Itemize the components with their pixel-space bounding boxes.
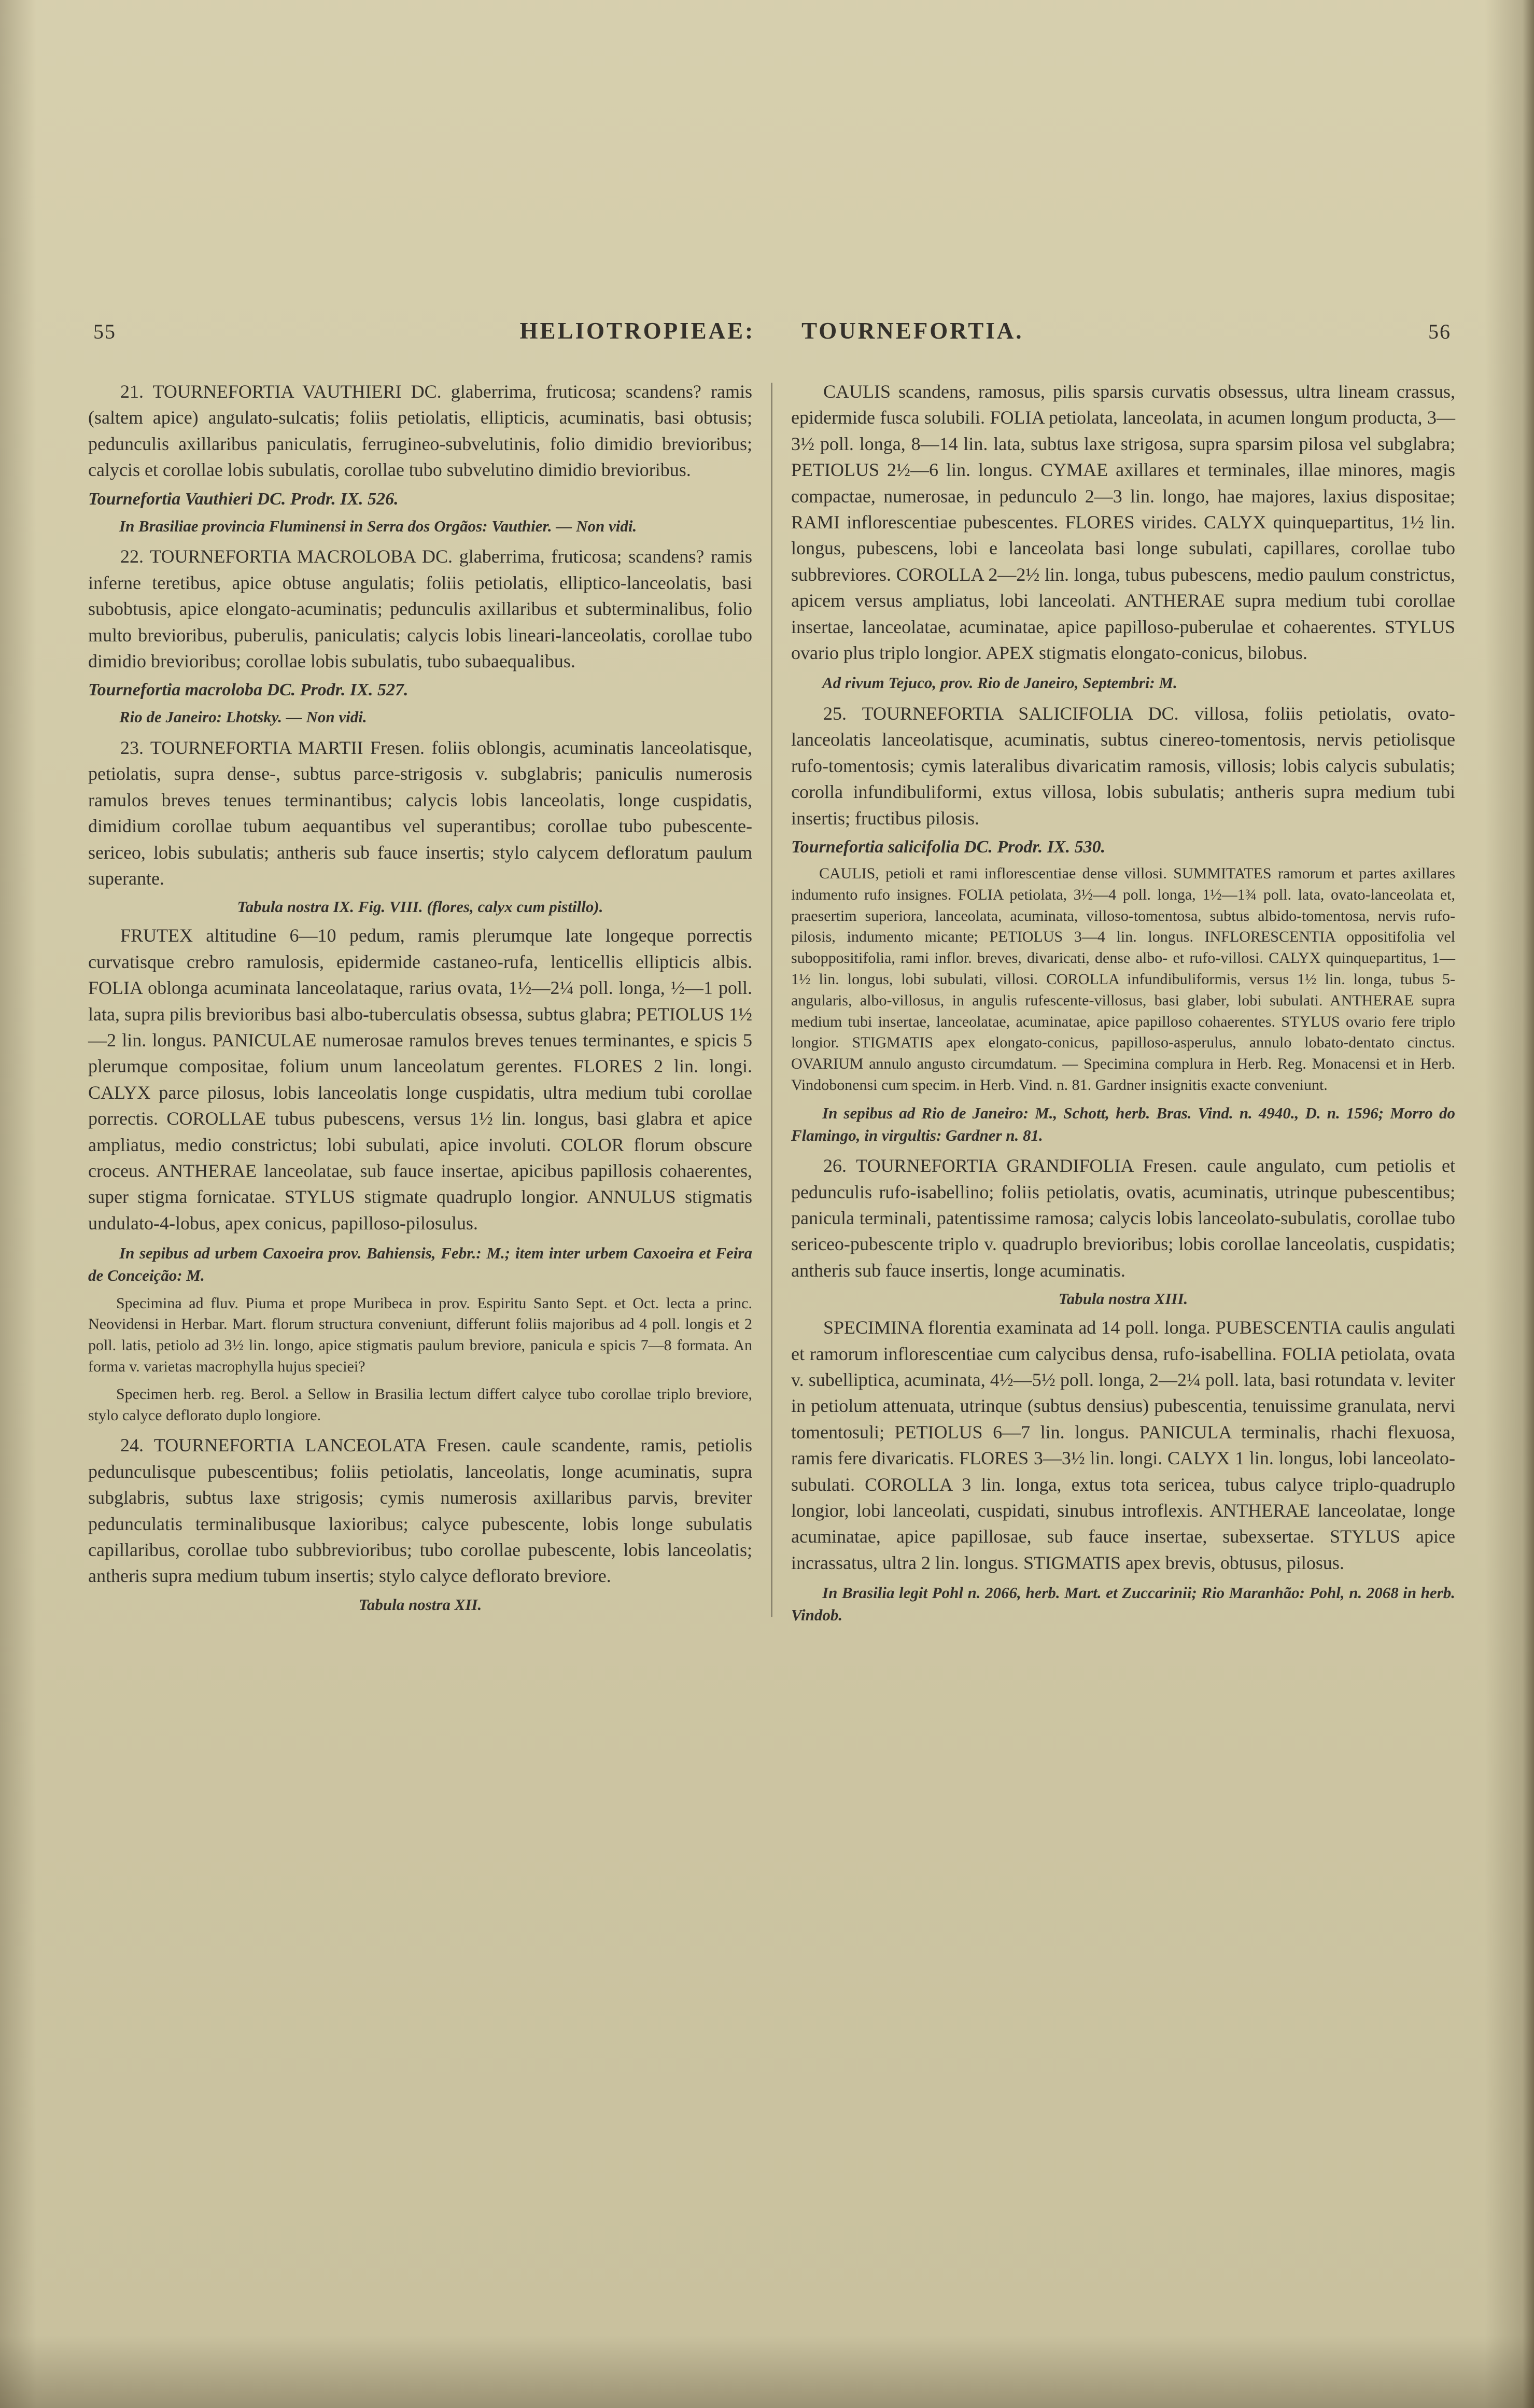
- left-column: [88, 379, 752, 1633]
- text-block-tabula: Tabula nostra XIII.: [1058, 1290, 1188, 1308]
- text-block-description: FRUTEX altitudine 6—10 pedum, ramis plerumque late longeque porrectis curvatisque crebro ramulosis, epidermide castaneo-rufa, lenticellis ellipticis albis. FOLIA oblonga acuminata lanceolataque, rarius ovata, 1½—2¼ poll. longa, ½—1 poll. lata, supra pilis brevioribus basi albo-tuberculatis obsessa, subtus glabra; PETIOLUS 1½—2 lin. longus. PANICULAE numerosae ramulos breves tenues terminantes, e spicis 5 plerumque compositae, folium unum lanceolatum gerentes. FLORES 2 lin. longi. CALYX parce pilosus, lobis lanceolatis longe cuspidatis, ultra medium tubi corollae porrectis. COROLLAE tubus pubescens, versus 1½ lin. longus, basi glabra et apice ampliatus, medio constrictus; lobi subulati, apice involuti. COLOR florum obscure croceus. ANTHERAE lanceolatae, sub fauce insertae, apicibus papillosis cohaerentes, super stigma fornicatae. STYLUS stigmate quadruplo longior. ANNULUS stigmatis undulato-4-lobus, apex conicus, papilloso-pilosulus.: [88, 925, 752, 1234]
- text-block-locality: In sepibus ad urbem Caxoeira prov. Bahiensis, Febr.: M.; item inter urbem Caxoeira et Feira de Conceição: M.: [88, 1244, 752, 1284]
- column-divider-rule: [771, 383, 772, 1617]
- right-column: [791, 379, 1455, 1633]
- text-block-description: SPECIMINA florentia examinata ad 14 poll. longa. PUBESCENTIA caulis angulati et ramorum inflorescentiae cum calycibus densa, rufo-isabellina. FOLIA petiolata, ovata v. subelliptica, acuminata, 4½—5½ poll. longa, 2—2¼ poll. lata, basi rotundata v. leviter in petiolum attenuata, utrinque (subtus densius) pubescentia, tenuissime granulata, nervi tomentosuli; PETIOLUS 6—7 lin. longus. PANICULA terminalis, rhachi flexuosa, ramis fere divaricatis. FLORES 3—3½ lin. longi. CALYX 1 lin. longus, lobi lanceolato-subulati. COROLLA 3 lin. longa, extus tota sericea, tubus calyce triplo-quadruplo longior, lobi lanceolati, cuspidati, sinubus introflexis. ANTHERAE lanceolatae, longe acuminatae, apice papillosae, sub fauce insertae, subexsertae. STYLUS apice incrassatus, ultra 2 lin. longus. STIGMATIS apex brevis, obtusus, pilosus.: [791, 1317, 1455, 1573]
- text-block-locality: Rio de Janeiro: Lhotsky. — Non vidi.: [119, 708, 367, 726]
- text-block-reference: Tournefortia Vauthieri DC. Prodr. IX. 526.: [88, 489, 399, 509]
- text-block-species: 24. TOURNEFORTIA LANCEOLATA Fresen. caule scandente, ramis, petiolis pedunculisque pubescentibus; foliis petiolatis, lanceolatis, longe acuminatis, supra subglabris, subtus laxe strigosis; cymis numerosis axillaribus parvis, breviter pedunculatis terminalibusque laxioribus; calyce pubescente, lobis longe subulatis capillaribus, corollae tubo subbrevioribus; tubo corollae pubescente, lobis lanceolatis; antheris supra medium tubum insertis; stylo calyce deflorato breviore.: [88, 1435, 752, 1587]
- text-block-locality: In Brasiliae provincia Fluminensi in Serra dos Orgãos: Vauthier. — Non vidi.: [119, 516, 637, 535]
- two-column-layout: [88, 379, 1455, 1633]
- text-block-reference: Tournefortia salicifolia DC. Prodr. IX. 530.: [791, 837, 1106, 857]
- text-block-tabula: Tabula nostra IX. Fig. VIII. (flores, calyx cum pistillo).: [237, 898, 603, 916]
- running-title: [520, 317, 1024, 344]
- text-block-species: 23. TOURNEFORTIA MARTII Fresen. foliis oblongis, acuminatis lanceolatisque, petiolatis, supra dense-, subtus parce-strigosis v. subglabris; paniculis numerosis ramulos breves tenues terminantibus; calycis lobis lanceolatis, longe cuspidatis, dimidium corollae tubum aequantibus vel superantibus; corollae tubo pubescente-sericeo, lobis subulatis; antheris sub fauce insertis; stylo calycem defloratum paulum superante.: [88, 737, 752, 889]
- text-block-species: 25. TOURNEFORTIA SALICIFOLIA DC. villosa, foliis petiolatis, ovato-lanceolatis lanceolatisque, acuminatis, subtus cinereo-tomentosis, nervis petiolisque rufo-tomentosis; cymis lateralibus divaricatim ramosis, villosis; lobis calycis subulatis; corolla infundibuliformi, extus villosa, lobis subulatis; antheris supra medium tubi insertis; fructibus pilosis.: [791, 703, 1455, 829]
- text-block-description: CAULIS scandens, ramosus, pilis sparsis curvatis obsessus, ultra lineam crassus, epidermide fusca solubili. FOLIA petiolata, lanceolata, in acumen longum producta, 3—3½ poll. longa, 8—14 lin. lata, subtus laxe strigosa, supra sparsim pilosa vel subglabra; PETIOLUS 2½—6 lin. longus. CYMAE axillares et terminales, illae minores, magis compactae, numerosae, in pedunculo 2—3 lin. longo, hae majores, laxius dispositae; RAMI inflorescentiae pubescentes. FLORES virides. CALYX quinquepartitus, 1½ lin. longus, pubescens, lobi e lanceolata basi longe subulati, capillares, corollae tubo subbreviores. COROLLA 2—2½ lin. longa, tubus pubescens, medio paulum constrictus, apicem versus ampliatus, lobi lanceolati. ANTHERAE supra medium tubi corollae insertae, lanceolatae, acuminatae, apice papilloso-puberulae et cohaerentes. STYLUS ovario plus triplo longior. APEX stigmatis elongato-conicus, bilobus.: [791, 381, 1455, 663]
- text-block-species: 22. TOURNEFORTIA MACROLOBA DC. glaberrima, fruticosa; scandens? ramis inferne teretibus, apice obtuse angulatis; foliis petiolatis, elliptico-lanceolatis, basi subobtusis, apice elongato-acuminatis; pedunculis axillaribus et subterminalibus, folio multo brevioribus, puberulis, paniculatis; calycis lobis lineari-lanceolatis, corollae tubo dimidio brevioribus; corollae lobis subulatis, tubo subaequalibus.: [88, 546, 752, 671]
- text-block-locality: In sepibus ad Rio de Janeiro: M., Schott, herb. Bras. Vind. n. 4940., D. n. 1596; Morro do Flamingo, in virgultis: Gardner n. 81.: [791, 1103, 1455, 1144]
- text-block-locality: Ad rivum Tejuco, prov. Rio de Janeiro, Septembri: M.: [822, 674, 1177, 692]
- text-block-species: 26. TOURNEFORTIA GRANDIFOLIA Fresen. caule angulato, cum petiolis et pedunculis rufo-isabellino; foliis petiolatis, ovatis, acuminatis, utrinque pubescentibus; panicula terminali, patentissime ramosa; calycis lobis lanceolato-subulatis, corollae tubo sericeo-pubescente triplo v. quadruplo brevioribus; lobis corollae lanceolatis, cuspidatis; antheris sub fauce insertis, longe acuminatis.: [791, 1155, 1455, 1281]
- text-block-note: Specimina ad fluv. Piuma et prope Muribeca in prov. Espiritu Santo Sept. et Oct. lecta a princ. Neovidensi in Herbar. Mart. florum structura conveniunt, differunt foliis majoribus ad 4 poll. longis et 2 poll. latis, petiolo ad 3½ lin. longo, apice stigmatis paulum breviore, panicula e spicis 7—8 formata. An forma v. varietas macrophylla hujus speciei?: [88, 1294, 752, 1375]
- page-number-left: 55: [93, 320, 116, 343]
- text-block-species: 21. TOURNEFORTIA VAUTHIERI DC. glaberrima, fruticosa; scandens? ramis (saltem apice) angulato-sulcatis; foliis petiolatis, ellipticis, acuminatis, basi obtusis; pedunculis axillaribus paniculatis, ferrugineo-subvelutinis, folio dimidio brevioribus; calycis et corollae lobis subulatis, corollae tubo subvelutino dimidio brevioribus.: [88, 381, 752, 481]
- page-header: [88, 317, 1455, 351]
- page-number-right: 56: [1428, 320, 1451, 343]
- text-block-reference: Tournefortia macroloba DC. Prodr. IX. 527.: [88, 680, 409, 700]
- text-block-description-small: CAULIS, petioli et rami inflorescentiae dense villosi. SUMMITATES ramorum et partes axillares indumento rufo insignes. FOLIA petiolata, 3½—4 poll. longa, 1½—1¾ poll. lata, ovato-lanceolata et, praesertim superiora, lanceolata, acuminata, villoso-tomentosa, subtus albido-tomentosa, nervis rufo-pilosis, indumento micante; PETIOLUS 3—4 lin. longus. INFLORESCENTIA oppositifolia vel suboppositifolia, rami inflor. breves, divaricati, dense albo- et rufo-villosi. CALYX quinquepartitus, 1—1½ lin. longus, lobi subulati, villosi. COROLLA infundibuliformis, versus 1½ lin. longa, tubus 5-angularis, albo-villosus, in angulis rufescente-villosus, basi glaber, lobi subulati. ANTHERAE supra medium tubi insertae, lanceolatae, acuminatae, apice papilloso cohaerentes. STYLUS ovario fere triplo longior. STIGMATIS apex elongato-conicus, papilloso-asperulus, annulo lobato-dentato cinctus. OVARIUM annulo angusto circumdatum. — Specimina complura in Herb. Reg. Monacensi et in Herb. Vindobonensi cum specim. in Herb. Vind. n. 81. Gardner insignitis exacte conveniunt.: [791, 865, 1455, 1094]
- text-block-note: Specimen herb. reg. Berol. a Sellow in Brasilia lectum differt calyce tubo corollae triplo breviore, stylo calyce deflorato duplo longiore.: [88, 1385, 752, 1424]
- text-block-tabula: Tabula nostra XII.: [358, 1595, 482, 1614]
- text-block-locality: In Brasilia legit Pohl n. 2066, herb. Mart. et Zuccarinii; Rio Maranhão: Pohl, n. 2068 in herb. Vindob.: [791, 1584, 1455, 1624]
- running-title-family: HELIOTROPIEAE:: [519, 318, 755, 344]
- running-title-genus: TOURNEFORTIA.: [801, 318, 1024, 344]
